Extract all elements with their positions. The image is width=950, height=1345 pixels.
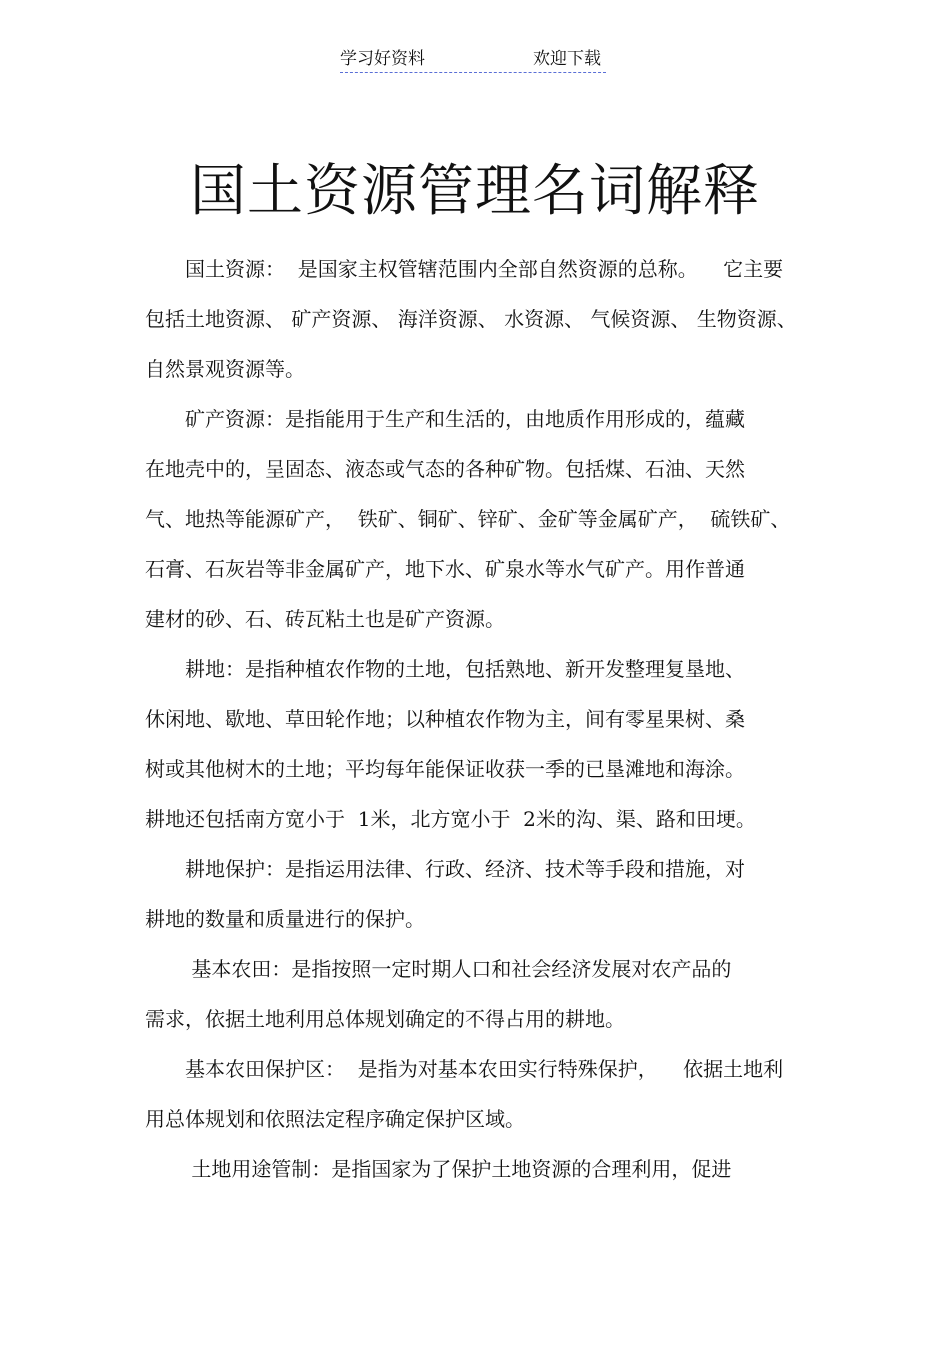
body-line: 用总体规划和依照法定程序确定保护区域。 (145, 1107, 525, 1131)
body-line: 耕地：是指种植农作物的土地，包括熟地、新开发整理复垦地、 (145, 657, 745, 681)
page-header (340, 48, 606, 73)
body-line: 国土资源： 是国家主权管辖范围内全部自然资源的总称。 它主要 (145, 257, 784, 281)
body-line: 耕地的数量和质量进行的保护。 (145, 907, 425, 931)
body-line: 休闲地、歇地、草田轮作地；以种植农作物为主，间有零星果树、桑 (145, 707, 745, 731)
body-line: 在地壳中的，呈固态、液态或气态的各种矿物。包括煤、石油、天然 (145, 457, 745, 481)
body-line: 耕地还包括南方宽小于 1米，北方宽小于 2米的沟、渠、路和田埂。 (145, 807, 756, 831)
document-title: 国土资源管理名词解释 (190, 159, 760, 224)
body-line: 包括土地资源、 矿产资源、 海洋资源、 水资源、 气候资源、 生物资源、 (145, 307, 797, 331)
body-line: 石膏、石灰岩等非金属矿产，地下水、矿泉水等水气矿产。用作普通 (145, 557, 745, 581)
body-line: 矿产资源：是指能用于生产和生活的，由地质作用形成的，蕴藏 (145, 407, 745, 431)
body-line: 土地用途管制：是指国家为了保护土地资源的合理利用，促进 (145, 1157, 732, 1181)
body-line: 需求，依据土地利用总体规划确定的不得占用的耕地。 (145, 1007, 625, 1031)
body-line: 耕地保护：是指运用法律、行政、经济、技术等手段和措施，对 (145, 857, 745, 881)
body-line: 气、地热等能源矿产， 铁矿、铜矿、锌矿、金矿等金属矿产， 硫铁矿、 (145, 507, 791, 531)
body-line: 树或其他树木的土地；平均每年能保证收获一季的已垦滩地和海涂。 (145, 757, 745, 781)
body-line: 基本农田保护区： 是指为对基本农田实行特殊保护， 依据土地利 (145, 1057, 784, 1081)
body-line: 建材的砂、石、砖瓦粘土也是矿产资源。 (145, 607, 505, 631)
body-line: 基本农田：是指按照一定时期人口和社会经济发展对农产品的 (145, 957, 732, 981)
header-left-text: 学习好资料 (340, 49, 425, 69)
header-right-text: 欢迎下载 (533, 49, 601, 69)
body-line: 自然景观资源等。 (145, 357, 305, 381)
